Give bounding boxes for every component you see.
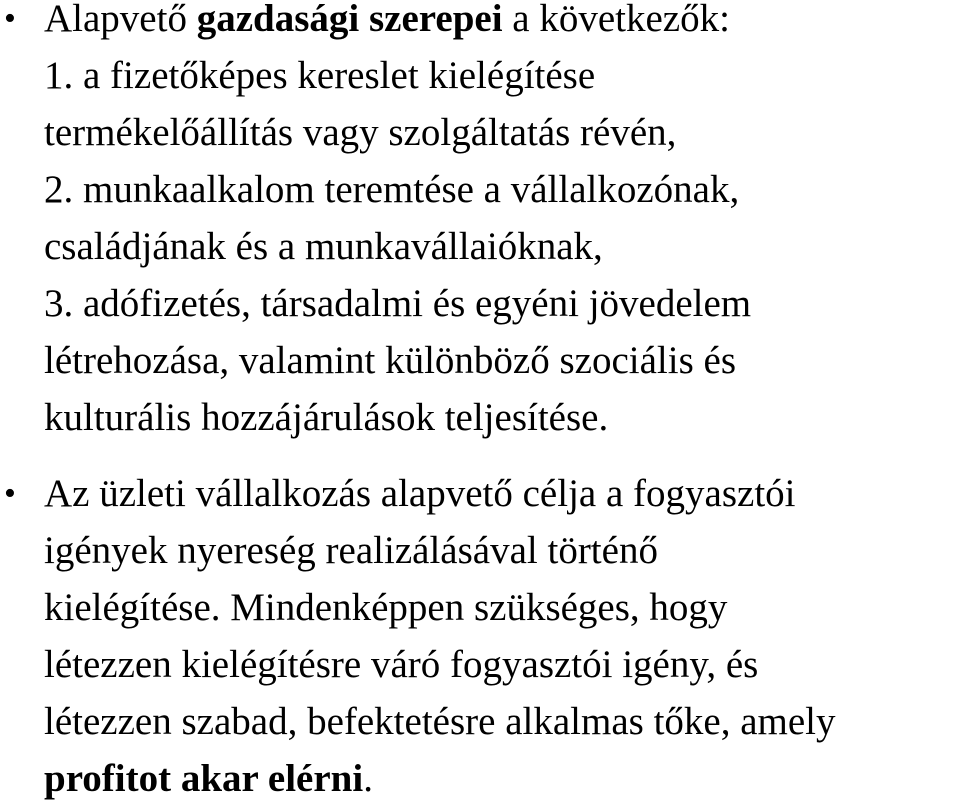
final-bold: profitot akar elérni bbox=[44, 757, 364, 800]
intro-line bbox=[44, 0, 751, 47]
text-line: igények nyereség realizálásával történő bbox=[44, 529, 658, 572]
text-line: Az üzleti vállalkozás alapvető célja a fogyasztói bbox=[44, 472, 796, 515]
text-line: termékelőállítás vagy szolgáltatás révén, bbox=[44, 111, 677, 154]
intro-bold: gazdasági szerepei bbox=[196, 0, 503, 40]
bullet-marker: • bbox=[4, 0, 16, 37]
bullet-economic-roles bbox=[0, 0, 751, 446]
text-line: kielégítése. Mindenképpen szükséges, hogy bbox=[44, 586, 728, 629]
bullet-business-goal bbox=[0, 465, 836, 807]
final-line bbox=[44, 750, 836, 807]
text-line: létezzen szabad, befektetésre alkalmas tőke, amely bbox=[44, 700, 836, 743]
intro-post: a következők: bbox=[502, 0, 730, 40]
text-line: kulturális hozzájárulások teljesítése. bbox=[44, 396, 609, 439]
final-post: . bbox=[363, 757, 373, 800]
text-line: létezzen kielégítésre váró fogyasztói igény, és bbox=[44, 643, 759, 686]
text-line: 2. munkaalkalom teremtése a vállalkozónak, bbox=[44, 168, 740, 211]
text-line: 1. a fizetőképes kereslet kielégítése bbox=[44, 54, 596, 97]
text-line: családjának és a munkavállaióknak, bbox=[44, 225, 603, 268]
intro-pre: Alapvető bbox=[44, 0, 197, 40]
text-line: létrehozása, valamint különböző szociális és bbox=[44, 339, 737, 382]
bullet-marker: • bbox=[4, 475, 16, 512]
text-line: 3. adófizetés, társadalmi és egyéni jövedelem bbox=[44, 282, 752, 325]
